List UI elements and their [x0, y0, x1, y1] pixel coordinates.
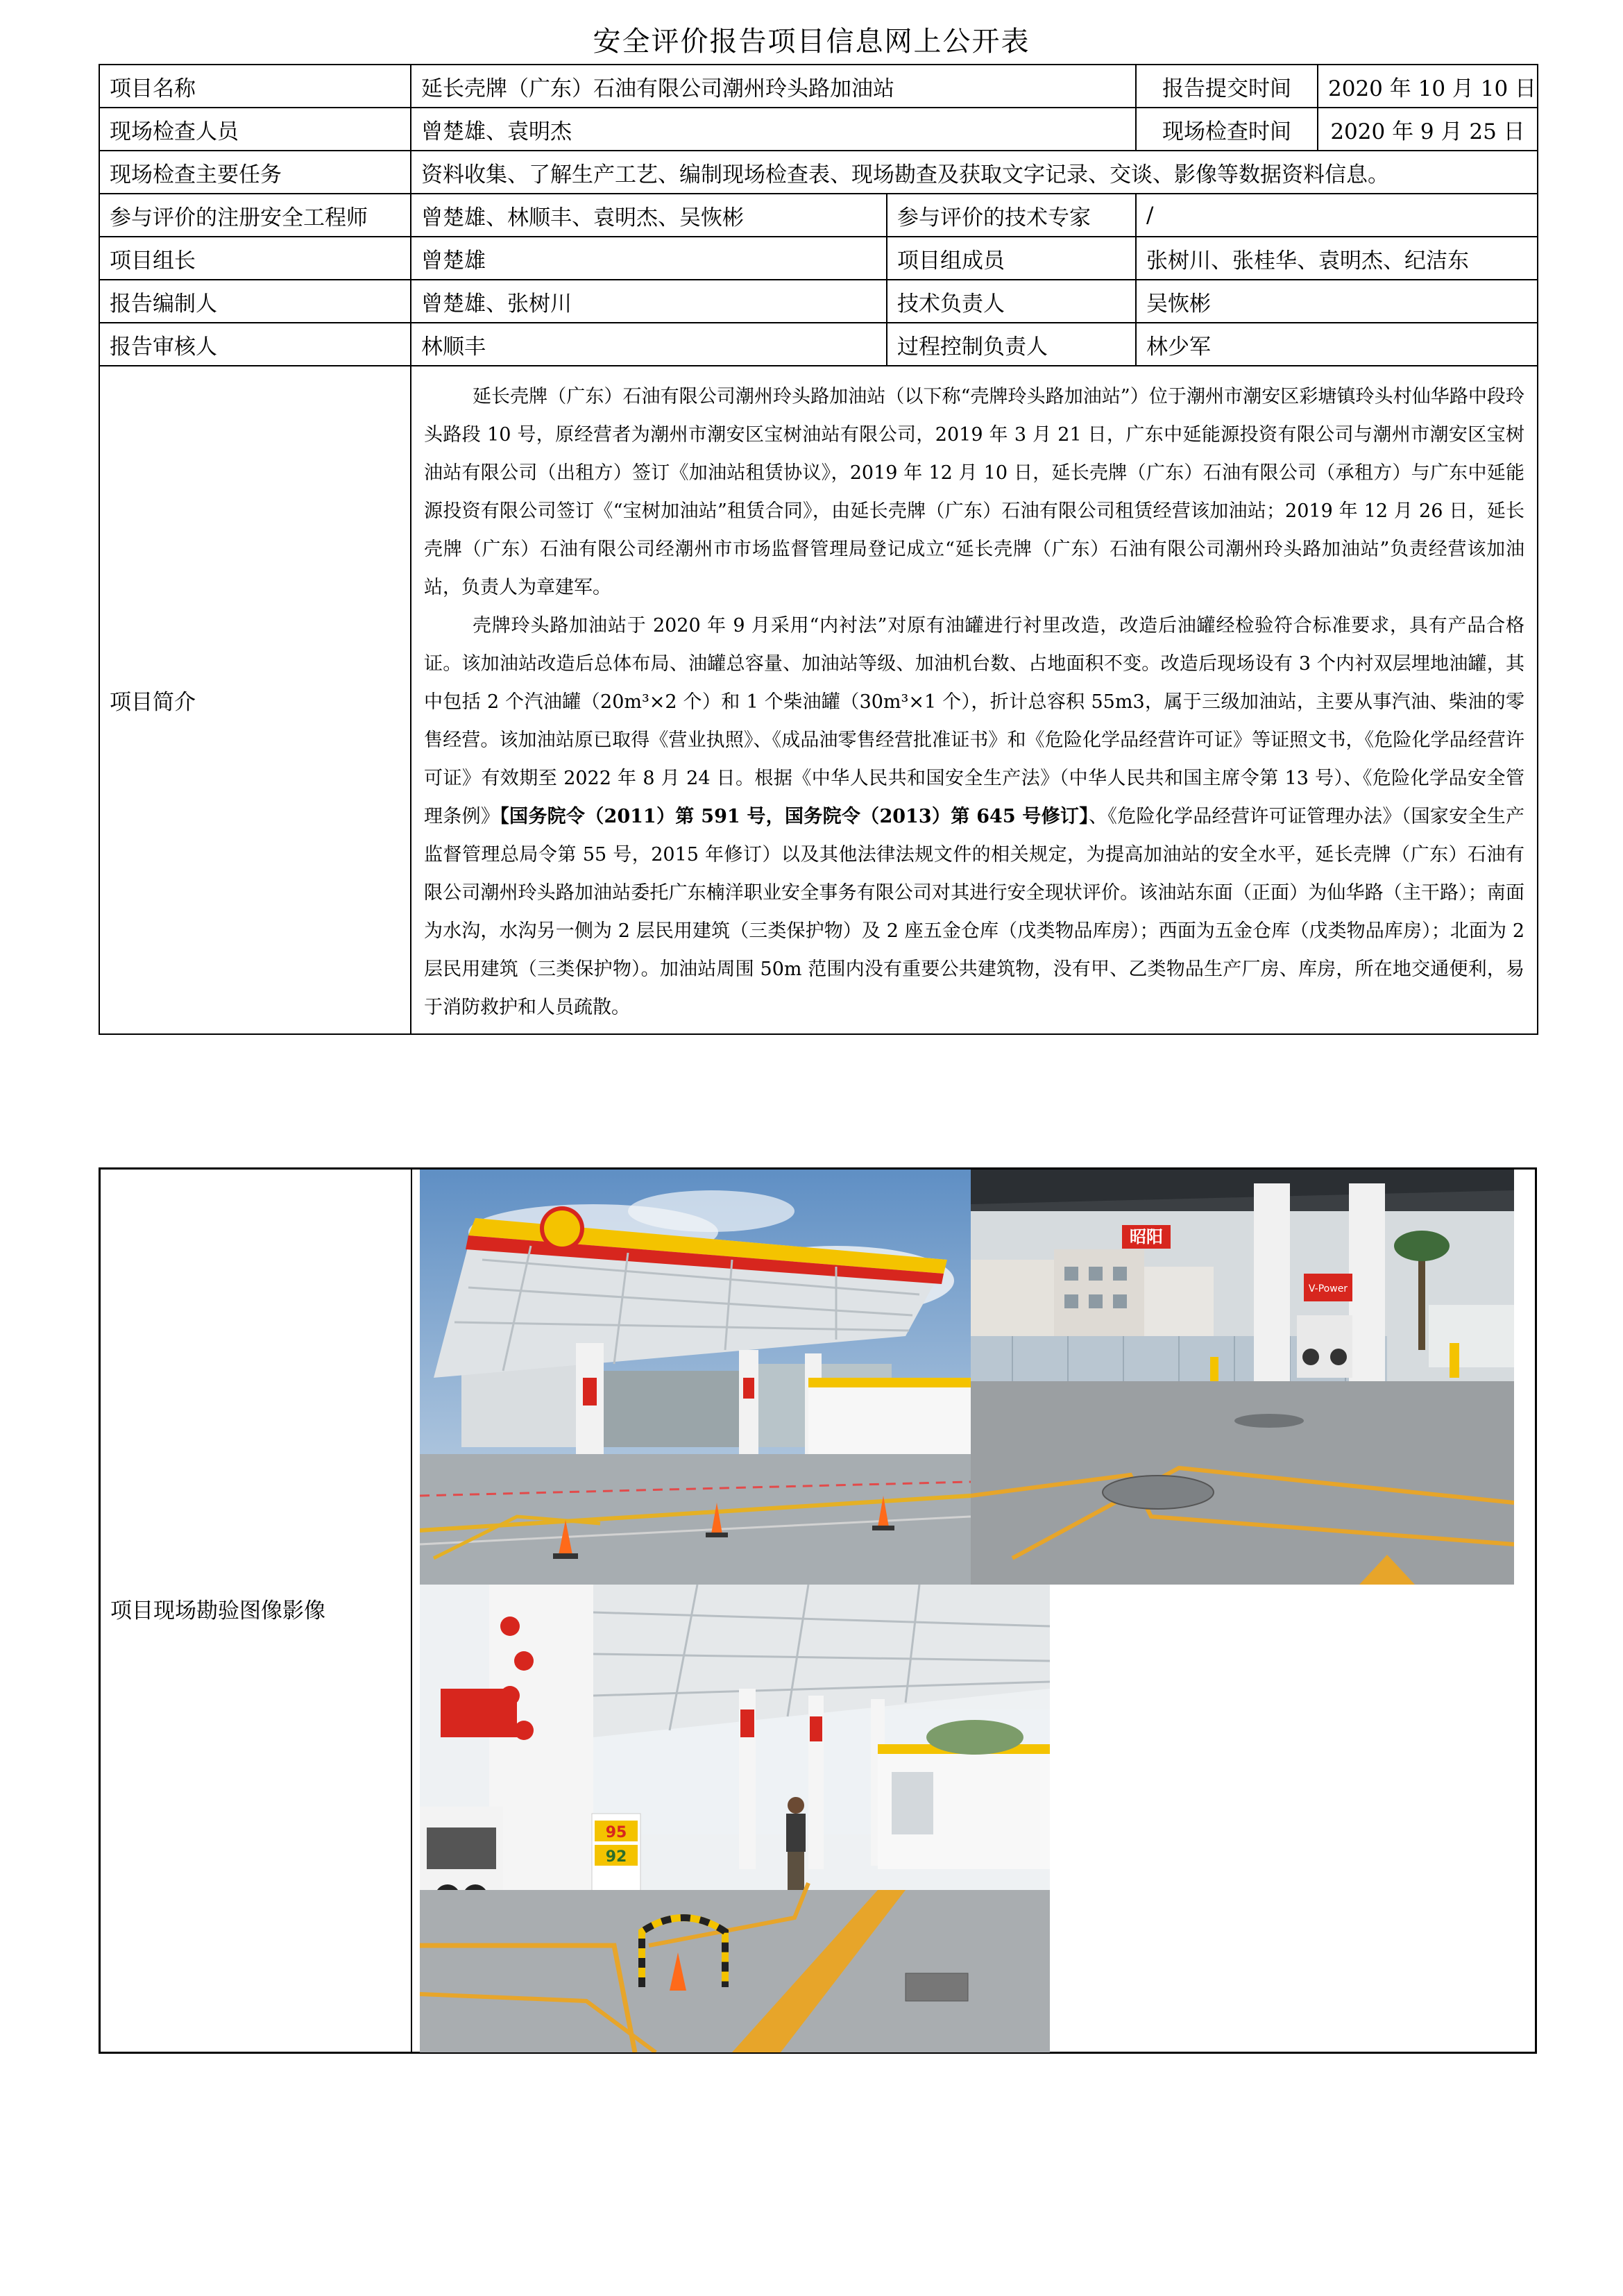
- value-inspect-time: 2020 年 9 月 25 日: [1318, 108, 1538, 151]
- price-95-text: 95: [605, 1824, 627, 1841]
- site-photo-table: [99, 1167, 1537, 2054]
- label-project-name: 项目名称: [99, 65, 411, 108]
- document-title: 安全评价报告项目信息网上公开表: [593, 26, 1030, 58]
- value-process: 林少军: [1136, 323, 1538, 366]
- vpower-sign-text: V-Power: [1308, 1283, 1348, 1294]
- value-task: 资料收集、了解生产工艺、编制现场检查表、现场勘查及获取文字记录、交谈、影像等数据资料信息。: [411, 151, 1538, 194]
- price-92-text: 92: [605, 1848, 627, 1866]
- label-members: 项目组成员: [887, 237, 1136, 280]
- label-reviewer: 报告审核人: [99, 323, 411, 366]
- site-photo-pumps: [420, 1585, 1050, 2052]
- label-intro: 项目简介: [99, 366, 411, 1034]
- intro-paragraph-1: 延长壳牌（广东）石油有限公司潮州玲头路加油站（以下称“壳牌玲头路加油站”）位于潮州市潮安区彩塘镇玲头村仙华路中段玲头路段 10 号，原经营者为潮州市潮安区宝树油站有限公司，2019 年 3 月 21 日，广东中延能源投资有限公司与潮州市潮安区宝树油站有限公司（出租方）签订《加油站租赁协议》，2019 年 12 月 10 日，延长壳牌（广东）石油有限公司（承租方）与广东中延能源投资有限公司签订《“宝树加油站”租赁合同》，由延长壳牌（广东）石油有限公司租赁经营该加油站；2019 年 12 月 26 日，延长壳牌（广东）石油有限公司经潮州市市场监督管理局登记成立“延长壳牌（广东）石油有限公司潮州玲头路加油站”负责经营该加油站，负责人为章建军。: [424, 386, 1524, 598]
- label-experts: 参与评价的技术专家: [887, 194, 1136, 237]
- info-table: [99, 64, 1538, 1035]
- value-members: 张树川、张桂华、袁明杰、纪洁东: [1136, 237, 1538, 280]
- label-inspect-time: 现场检查时间: [1136, 108, 1318, 151]
- photo-label-cell: [101, 1170, 412, 2052]
- value-experts: /: [1136, 194, 1538, 237]
- label-engineers: 参与评价的注册安全工程师: [99, 194, 411, 237]
- value-reviewer: 林顺丰: [411, 323, 887, 366]
- rooftop-sign-text: 昭阳: [1130, 1227, 1163, 1247]
- intro-paragraph-2-part-c: 、《危险化学品经营许可证管理办法》（国家安全生产监督管理总局令第 55 号，2015 年修订）以及其他法律法规文件的相关规定，为提高加油站的安全水平，延长壳牌（广东）石油有限公司潮州玲头路加油站委托广东楠洋职业安全事务有限公司对其进行安全现状评价。该油站东面（正面）为仙华路（主干路）；南面为水沟，水沟另一侧为 2 层民用建筑（三类保护物）及 2 座五金仓库（戊类物品库房）；西面为五金仓库（戊类物品库房）；北面为 2 层民用建筑（三类保护物）。加油站周围 50m 范围内没有重要公共建筑物，没有甲、乙类物品生产厂房、库房，所在地交通便利，易于消防救护和人员疏散。: [424, 806, 1525, 1018]
- site-photo-canopy: [420, 1170, 971, 1585]
- value-tech: 吴恢彬: [1136, 280, 1538, 323]
- label-editor: 报告编制人: [99, 280, 411, 323]
- value-leader: 曾楚雄: [411, 237, 887, 280]
- label-leader: 项目组长: [99, 237, 411, 280]
- value-project-name: 延长壳牌（广东）石油有限公司潮州玲头路加油站: [411, 65, 1136, 108]
- intro-paragraph-2-bold: 【国务院令（2011）第 591 号，国务院令（2013）第 645 号修订】: [500, 806, 1089, 827]
- intro-paragraph-2: [424, 607, 1524, 1027]
- label-submit-time: 报告提交时间: [1136, 65, 1318, 108]
- label-tech: 技术负责人: [887, 280, 1136, 323]
- site-photo-forecourt: [971, 1170, 1514, 1585]
- intro-paragraph-2-part-a: 壳牌玲头路加油站于 2020 年 9 月采用“内衬法”对原有油罐进行衬里改造，改造后油罐经检验符合标准要求，具有产品合格证。该加油站改造后总体布局、油罐总容量、加油站等级、加油机台数、占地面积不变。改造后现场设有 3 个内衬双层埋地油罐，其中包括 2 个汽油罐（20m³×2 个）和 1 个柴油罐（30m³×1 个），折计总容积 55m3，属于三级加油站，主要从事汽油、柴油的零售经营。该加油站原已取得《营业执照》、《成品油零售经营批准证书》和《危险化学品经营许可证》等证照文书，《危险化学品经营许可证》有效期至 2022 年 8 月 24 日。根据《中华人民共和国安全生产法》（中华人民共和国主席令第 13 号）、《危险化学品安全管理条例》: [424, 615, 1524, 827]
- project-intro: [411, 366, 1538, 1034]
- value-editor: 曾楚雄、张树川: [411, 280, 887, 323]
- value-inspectors: 曾楚雄、袁明杰: [411, 108, 1136, 151]
- value-engineers: 曾楚雄、林顺丰、袁明杰、吴恢彬: [411, 194, 887, 237]
- value-submit-time: 2020 年 10 月 10 日: [1318, 65, 1538, 108]
- label-task: 现场检查主要任务: [99, 151, 411, 194]
- label-process: 过程控制负责人: [887, 323, 1136, 366]
- label-inspectors: 现场检查人员: [99, 108, 411, 151]
- photo-label: 项目现场勘验图像影像: [110, 1598, 325, 1623]
